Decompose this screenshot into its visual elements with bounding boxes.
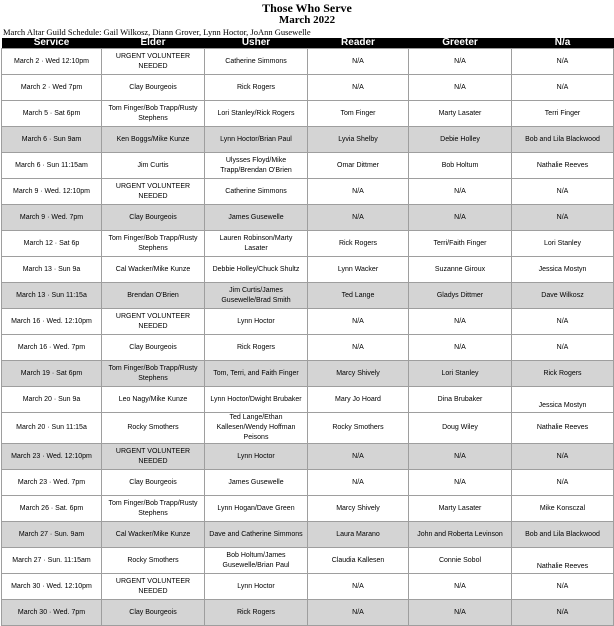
- na-cell: N/A: [512, 444, 614, 470]
- reader-cell: N/A: [308, 49, 409, 75]
- greeter-cell: Terri/Faith Finger: [409, 231, 512, 257]
- table-row: [2, 205, 614, 231]
- column-header-elder: Elder: [102, 38, 205, 49]
- usher-cell: Tom, Terri, and Faith Finger: [205, 361, 308, 387]
- elder-cell: URGENT VOLUNTEER NEEDED: [102, 179, 205, 205]
- elder-cell: Tom Finger/Bob Trapp/Rusty Stephens: [102, 361, 205, 387]
- greeter-cell: N/A: [409, 600, 512, 626]
- reader-cell: N/A: [308, 600, 409, 626]
- reader-cell: Marcy Shively: [308, 361, 409, 387]
- table-row: [2, 470, 614, 496]
- elder-cell: Leo Nagy/Mike Kunze: [102, 387, 205, 413]
- elder-cell: Tom Finger/Bob Trapp/Rusty Stephens: [102, 101, 205, 127]
- usher-cell: Catherine Simmons: [205, 49, 308, 75]
- greeter-cell: N/A: [409, 49, 512, 75]
- na-cell: Lori Stanley: [512, 231, 614, 257]
- column-header-reader: Reader: [308, 38, 409, 49]
- greeter-cell: Lori Stanley: [409, 361, 512, 387]
- na-cell: N/A: [512, 335, 614, 361]
- usher-cell: Lynn Hoctor: [205, 444, 308, 470]
- na-cell: Nathalie Reeves: [512, 413, 614, 444]
- na-cell: N/A: [512, 179, 614, 205]
- reader-cell: N/A: [308, 205, 409, 231]
- reader-cell: Tom Finger: [308, 101, 409, 127]
- usher-cell: Bob Holtum/James Gusewelle/Brian Paul: [205, 548, 308, 574]
- table-row: [2, 49, 614, 75]
- elder-cell: Clay Bourgeois: [102, 600, 205, 626]
- table-row: [2, 600, 614, 626]
- elder-cell: URGENT VOLUNTEER NEEDED: [102, 49, 205, 75]
- na-cell: N/A: [512, 75, 614, 101]
- na-cell: N/A: [512, 600, 614, 626]
- na-cell: Rick Rogers: [512, 361, 614, 387]
- greeter-cell: N/A: [409, 574, 512, 600]
- service-cell: March 12 · Sat 6p: [2, 231, 102, 257]
- reader-cell: Lyvia Shelby: [308, 127, 409, 153]
- reader-cell: N/A: [308, 179, 409, 205]
- usher-cell: Rick Rogers: [205, 600, 308, 626]
- table-row: [2, 257, 614, 283]
- service-cell: March 6 · Sun 11:15am: [2, 153, 102, 179]
- greeter-cell: N/A: [409, 444, 512, 470]
- greeter-cell: Suzanne Giroux: [409, 257, 512, 283]
- service-cell: March 30 · Wed. 7pm: [2, 600, 102, 626]
- na-cell: N/A: [512, 205, 614, 231]
- greeter-cell: Marty Lasater: [409, 496, 512, 522]
- na-cell: N/A: [512, 309, 614, 335]
- table-row: [2, 335, 614, 361]
- greeter-cell: Dina Brubaker: [409, 387, 512, 413]
- greeter-cell: N/A: [409, 205, 512, 231]
- na-cell: N/A: [512, 574, 614, 600]
- greeter-cell: N/A: [409, 309, 512, 335]
- usher-cell: Rick Rogers: [205, 75, 308, 101]
- service-cell: March 30 · Wed. 12:10pm: [2, 574, 102, 600]
- table-row: [2, 283, 614, 309]
- table-row: [2, 75, 614, 101]
- reader-cell: Mary Jo Hoard: [308, 387, 409, 413]
- table-row: [2, 127, 614, 153]
- na-cell: Jessica Mostyn: [512, 257, 614, 283]
- usher-cell: Jim Curtis/James Gusewelle/Brad Smith: [205, 283, 308, 309]
- reader-cell: Lynn Wacker: [308, 257, 409, 283]
- service-cell: March 27 · Sun. 9am: [2, 522, 102, 548]
- reader-cell: N/A: [308, 444, 409, 470]
- reader-cell: N/A: [308, 470, 409, 496]
- greeter-cell: N/A: [409, 179, 512, 205]
- na-cell: Terri Finger: [512, 101, 614, 127]
- reader-cell: Rocky Smothers: [308, 413, 409, 444]
- schedule-header: [2, 38, 614, 49]
- service-cell: March 9 · Wed. 12:10pm: [2, 179, 102, 205]
- elder-cell: Tom Finger/Bob Trapp/Rusty Stephens: [102, 231, 205, 257]
- table-row: [2, 179, 614, 205]
- table-row: [2, 444, 614, 470]
- column-header-service: Service: [2, 38, 102, 49]
- na-cell: Nathalie Reeves: [512, 548, 614, 574]
- greeter-cell: John and Roberta Levinson: [409, 522, 512, 548]
- table-row: [2, 361, 614, 387]
- usher-cell: Ulysses Floyd/Mike Trapp/Brendan O'Brien: [205, 153, 308, 179]
- service-cell: March 2 · Wed 12:10pm: [2, 49, 102, 75]
- elder-cell: Cal Wacker/Mike Kunze: [102, 257, 205, 283]
- usher-cell: James Gusewelle: [205, 205, 308, 231]
- elder-cell: Cal Wacker/Mike Kunze: [102, 522, 205, 548]
- usher-cell: Dave and Catherine Simmons: [205, 522, 308, 548]
- elder-cell: Jim Curtis: [102, 153, 205, 179]
- reader-cell: N/A: [308, 574, 409, 600]
- service-cell: March 16 · Wed. 12:10pm: [2, 309, 102, 335]
- na-cell: Bob and Lila Blackwood: [512, 522, 614, 548]
- service-cell: March 20 · Sun 9a: [2, 387, 102, 413]
- elder-cell: URGENT VOLUNTEER NEEDED: [102, 309, 205, 335]
- service-cell: March 13 · Sun 11:15a: [2, 283, 102, 309]
- table-row: [2, 548, 614, 574]
- elder-cell: Clay Bourgeois: [102, 470, 205, 496]
- service-cell: March 26 · Sat. 6pm: [2, 496, 102, 522]
- na-cell: Bob and Lila Blackwood: [512, 127, 614, 153]
- schedule-body: [2, 49, 614, 626]
- reader-cell: Rick Rogers: [308, 231, 409, 257]
- greeter-cell: Connie Sobol: [409, 548, 512, 574]
- reader-cell: Marcy Shively: [308, 496, 409, 522]
- usher-cell: Lynn Hoctor/Dwight Brubaker: [205, 387, 308, 413]
- table-row: [2, 522, 614, 548]
- table-row: [2, 496, 614, 522]
- elder-cell: Rocky Smothers: [102, 413, 205, 444]
- reader-cell: N/A: [308, 309, 409, 335]
- service-cell: March 27 · Sun. 11:15am: [2, 548, 102, 574]
- service-cell: March 16 · Wed. 7pm: [2, 335, 102, 361]
- na-cell: Nathalie Reeves: [512, 153, 614, 179]
- greeter-cell: N/A: [409, 470, 512, 496]
- table-row: [2, 309, 614, 335]
- elder-cell: Ken Boggs/Mike Kunze: [102, 127, 205, 153]
- service-cell: March 23 · Wed. 7pm: [2, 470, 102, 496]
- usher-cell: Catherine Simmons: [205, 179, 308, 205]
- reader-cell: N/A: [308, 75, 409, 101]
- reader-cell: Laura Marano: [308, 522, 409, 548]
- elder-cell: URGENT VOLUNTEER NEEDED: [102, 574, 205, 600]
- column-header-na: N/a: [512, 38, 614, 49]
- usher-cell: Lauren Robinson/Marty Lasater: [205, 231, 308, 257]
- na-cell: N/A: [512, 470, 614, 496]
- greeter-cell: Gladys Dittmer: [409, 283, 512, 309]
- reader-cell: N/A: [308, 335, 409, 361]
- greeter-cell: N/A: [409, 75, 512, 101]
- elder-cell: Tom Finger/Bob Trapp/Rusty Stephens: [102, 496, 205, 522]
- service-cell: March 6 · Sun 9am: [2, 127, 102, 153]
- reader-cell: Ted Lange: [308, 283, 409, 309]
- reader-cell: Omar Dittmer: [308, 153, 409, 179]
- service-cell: March 13 · Sun 9a: [2, 257, 102, 283]
- usher-cell: Lynn Hoctor: [205, 309, 308, 335]
- usher-cell: Lynn Hoctor/Brian Paul: [205, 127, 308, 153]
- service-cell: March 9 · Wed. 7pm: [2, 205, 102, 231]
- page-month: March 2022: [278, 14, 336, 26]
- column-header-greeter: Greeter: [409, 38, 512, 49]
- elder-cell: Brendan O'Brien: [102, 283, 205, 309]
- elder-cell: URGENT VOLUNTEER NEEDED: [102, 444, 205, 470]
- elder-cell: Rocky Smothers: [102, 548, 205, 574]
- usher-cell: Rick Rogers: [205, 335, 308, 361]
- na-cell: N/A: [512, 49, 614, 75]
- greeter-cell: Marty Lasater: [409, 101, 512, 127]
- na-cell: Jessica Mostyn: [512, 387, 614, 413]
- table-row: [2, 231, 614, 257]
- elder-cell: Clay Bourgeois: [102, 205, 205, 231]
- usher-cell: Lynn Hoctor: [205, 574, 308, 600]
- service-cell: March 20 · Sun 11:15a: [2, 413, 102, 444]
- table-row: [2, 387, 614, 413]
- na-cell: Dave Wilkosz: [512, 283, 614, 309]
- elder-cell: Clay Bourgeois: [102, 335, 205, 361]
- greeter-cell: Bob Holtum: [409, 153, 512, 179]
- service-cell: March 5 · Sat 6pm: [2, 101, 102, 127]
- service-cell: March 19 · Sat 6pm: [2, 361, 102, 387]
- service-cell: March 23 · Wed. 12:10pm: [2, 444, 102, 470]
- table-row: [2, 413, 614, 444]
- page-title: Those Who Serve: [262, 1, 352, 15]
- elder-cell: Clay Bourgeois: [102, 75, 205, 101]
- schedule-table: [1, 38, 614, 626]
- usher-cell: Lynn Hogan/Dave Green: [205, 496, 308, 522]
- column-header-usher: Usher: [205, 38, 308, 49]
- usher-cell: Debbie Holley/Chuck Shultz: [205, 257, 308, 283]
- service-cell: March 2 · Wed 7pm: [2, 75, 102, 101]
- table-row: [2, 574, 614, 600]
- altar-guild-subtitle: March Altar Guild Schedule: Gail Wilkosz, Diann Grover, Lynn Hoctor, JoAnn Gusewelle: [3, 27, 311, 37]
- table-row: [2, 101, 614, 127]
- greeter-cell: N/A: [409, 335, 512, 361]
- na-cell: Mike Konsczal: [512, 496, 614, 522]
- usher-cell: Lori Stanley/Rick Rogers: [205, 101, 308, 127]
- usher-cell: Ted Lange/Ethan Kallesen/Wendy Hoffman Peisons: [205, 413, 308, 444]
- greeter-cell: Debie Holley: [409, 127, 512, 153]
- greeter-cell: Doug Wiley: [409, 413, 512, 444]
- reader-cell: Claudia Kallesen: [308, 548, 409, 574]
- usher-cell: James Gusewelle: [205, 470, 308, 496]
- table-row: [2, 153, 614, 179]
